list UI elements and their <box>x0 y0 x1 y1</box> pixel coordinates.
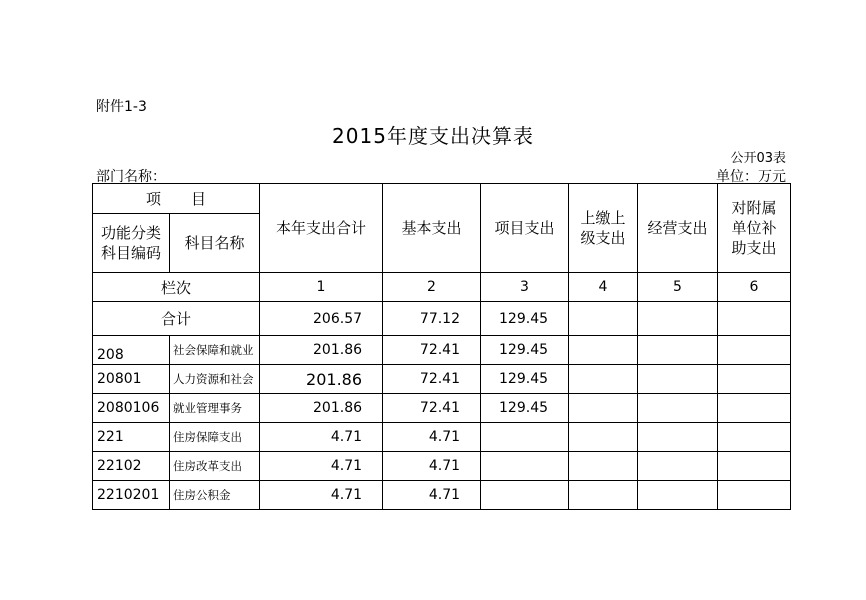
row-basic: 4.71 <box>383 423 481 452</box>
col-index-5: 5 <box>638 273 718 302</box>
row-business <box>638 481 718 510</box>
header-upper: 上缴上级支出 <box>569 184 638 273</box>
row-code: 22102 <box>93 452 170 481</box>
row-business <box>638 423 718 452</box>
header-func-code: 功能分类科目编码 <box>93 214 170 273</box>
row-name: 人力资源和社会 <box>170 365 260 394</box>
form-number: 公开03表 <box>730 151 786 166</box>
table-row <box>93 452 791 481</box>
sum-row <box>93 302 791 336</box>
row-basic: 4.71 <box>383 481 481 510</box>
col-index-6: 6 <box>718 273 791 302</box>
attachment-label: 附件1-3 <box>96 99 147 115</box>
row-project: 129.45 <box>481 394 569 423</box>
lanci-row <box>93 273 791 302</box>
row-total: 4.71 <box>260 452 383 481</box>
table-row <box>93 394 791 423</box>
row-basic: 4.71 <box>383 452 481 481</box>
header-business: 经营支出 <box>638 184 718 273</box>
sum-business <box>638 302 718 336</box>
row-code: 221 <box>93 423 170 452</box>
sum-subsidy <box>718 302 791 336</box>
row-upper <box>569 336 638 365</box>
row-basic: 72.41 <box>383 336 481 365</box>
row-name: 住房改革支出 <box>170 452 260 481</box>
unit-label: 单位：万元 <box>716 169 786 185</box>
row-upper <box>569 452 638 481</box>
row-business <box>638 394 718 423</box>
row-project <box>481 452 569 481</box>
row-project <box>481 423 569 452</box>
row-upper <box>569 394 638 423</box>
row-project <box>481 481 569 510</box>
table-row <box>93 423 791 452</box>
row-code: 20801 <box>93 365 170 394</box>
col-index-1: 1 <box>260 273 383 302</box>
row-name: 社会保障和就业 <box>170 336 260 365</box>
row-basic: 72.41 <box>383 394 481 423</box>
sum-total: 206.57 <box>260 302 383 336</box>
row-subsidy <box>718 423 791 452</box>
header-project: 项目支出 <box>481 184 569 273</box>
sum-label: 合计 <box>93 302 260 336</box>
lanci-label: 栏次 <box>93 273 260 302</box>
header-item: 项 目 <box>93 184 260 214</box>
table-row <box>93 481 791 510</box>
row-total: 201.86 <box>260 394 383 423</box>
row-upper <box>569 423 638 452</box>
row-name: 就业管理事务 <box>170 394 260 423</box>
row-subsidy <box>718 452 791 481</box>
row-subsidy <box>718 365 791 394</box>
table-row <box>93 336 791 365</box>
row-project: 129.45 <box>481 336 569 365</box>
row-total: 4.71 <box>260 481 383 510</box>
sum-project: 129.45 <box>481 302 569 336</box>
row-upper <box>569 365 638 394</box>
expenditure-table <box>92 183 791 510</box>
col-index-2: 2 <box>383 273 481 302</box>
header-subsidy: 对附属单位补助支出 <box>718 184 791 273</box>
row-subsidy <box>718 481 791 510</box>
header-basic: 基本支出 <box>383 184 481 273</box>
row-basic: 72.41 <box>383 365 481 394</box>
row-business <box>638 365 718 394</box>
table-row <box>93 365 791 394</box>
row-upper <box>569 481 638 510</box>
row-code: 2080106 <box>93 394 170 423</box>
row-name: 住房公积金 <box>170 481 260 510</box>
col-index-4: 4 <box>569 273 638 302</box>
row-business <box>638 336 718 365</box>
sum-basic: 77.12 <box>383 302 481 336</box>
row-total: 4.71 <box>260 423 383 452</box>
row-name: 住房保障支出 <box>170 423 260 452</box>
row-code: 208 <box>93 336 170 365</box>
row-subsidy <box>718 394 791 423</box>
row-project: 129.45 <box>481 365 569 394</box>
header-subject-name: 科目名称 <box>170 214 260 273</box>
col-index-3: 3 <box>481 273 569 302</box>
row-total: 201.86 <box>260 365 383 394</box>
sum-upper <box>569 302 638 336</box>
department-label: 部门名称： <box>96 169 166 185</box>
row-code: 2210201 <box>93 481 170 510</box>
header-total: 本年支出合计 <box>260 184 383 273</box>
row-business <box>638 452 718 481</box>
header-row-1 <box>93 184 791 214</box>
row-subsidy <box>718 336 791 365</box>
page-title: 2015年度支出决算表 <box>332 124 534 148</box>
row-total: 201.86 <box>260 336 383 365</box>
